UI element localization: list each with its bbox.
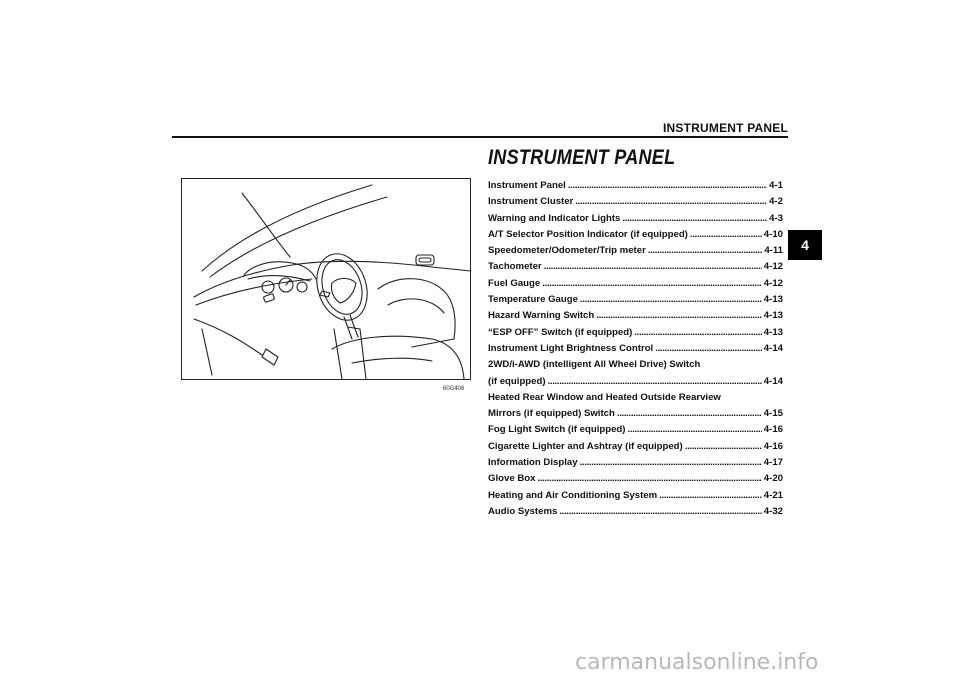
toc-entry[interactable] bbox=[488, 390, 783, 406]
chapter-tab[interactable] bbox=[788, 230, 822, 260]
toc-entry[interactable] bbox=[488, 211, 783, 227]
toc-entry-page: 4-14 bbox=[763, 342, 783, 354]
toc-leader-dots bbox=[648, 243, 763, 259]
toc-entry-label: A/T Selector Position Indicator (if equipped) bbox=[488, 228, 688, 240]
toc-entry-page: 4-12 bbox=[763, 277, 783, 289]
toc-entry-label: Heated Rear Window and Heated Outside Rearview bbox=[488, 391, 721, 403]
toc-entry-label: (if equipped) bbox=[488, 375, 546, 387]
toc-entry-label: Hazard Warning Switch bbox=[488, 310, 595, 322]
header-rule bbox=[172, 136, 788, 138]
toc-entry[interactable] bbox=[488, 308, 783, 324]
toc-entry[interactable] bbox=[488, 504, 783, 520]
toc-entry[interactable] bbox=[488, 357, 783, 373]
toc-entry-page: 4-32 bbox=[763, 505, 783, 517]
toc-entry-label: Mirrors (if equipped) Switch bbox=[488, 408, 615, 420]
toc-entry-label: Glove Box bbox=[488, 473, 536, 485]
toc-entry-page: 4-17 bbox=[763, 457, 783, 469]
toc-leader-dots bbox=[559, 504, 761, 520]
toc-entry-page: 4-1 bbox=[769, 180, 783, 191]
toc-entry[interactable] bbox=[488, 406, 783, 422]
toc-leader-dots bbox=[580, 455, 762, 471]
toc-entry-label: Audio Systems bbox=[488, 505, 558, 517]
toc-leader-dots bbox=[542, 276, 762, 292]
toc-leader-dots bbox=[685, 439, 762, 455]
chapter-number: 4 bbox=[801, 237, 809, 253]
toc-entry-label: Information Display bbox=[488, 457, 578, 469]
toc-leader-dots bbox=[596, 308, 762, 324]
toc-entry-label: Instrument Panel bbox=[488, 180, 566, 191]
toc-leader-dots bbox=[617, 406, 762, 422]
toc-leader-dots bbox=[622, 211, 767, 227]
toc-entry-page: 4-16 bbox=[763, 440, 783, 452]
toc-entry[interactable] bbox=[488, 292, 783, 308]
toc-entry[interactable] bbox=[488, 325, 783, 341]
toc-entry[interactable] bbox=[488, 178, 783, 194]
toc-leader-dots bbox=[544, 259, 762, 275]
toc-entry-label: Tachometer bbox=[488, 261, 542, 273]
toc-entry[interactable] bbox=[488, 194, 783, 210]
toc-entry[interactable] bbox=[488, 422, 783, 438]
toc-entry-label: Warning and Indicator Lights bbox=[488, 212, 621, 224]
toc-leader-dots bbox=[634, 325, 762, 341]
toc-leader-dots bbox=[580, 292, 762, 308]
toc-entry-label: Speedometer/Odometer/Trip meter bbox=[488, 245, 646, 257]
toc-entry-page: 4-16 bbox=[763, 424, 783, 436]
toc-entry-label: Temperature Gauge bbox=[488, 294, 578, 306]
dashboard-illustration-icon bbox=[182, 179, 472, 381]
table-of-contents bbox=[488, 178, 783, 520]
toc-entry-page: 4-20 bbox=[763, 473, 783, 485]
toc-entry-page: 4-12 bbox=[763, 261, 783, 273]
dashboard-figure bbox=[181, 178, 471, 380]
watermark: carmanualsonline.info bbox=[575, 650, 819, 675]
toc-entry[interactable] bbox=[488, 455, 783, 471]
toc-leader-dots bbox=[548, 374, 762, 390]
figure-code: 60G406 bbox=[443, 386, 465, 392]
toc-entry-label: Cigarette Lighter and Ashtray (if equipped) bbox=[488, 440, 683, 452]
toc-entry-page: 4-14 bbox=[763, 375, 783, 387]
toc-entry[interactable] bbox=[488, 276, 783, 292]
toc-entry-page: 4-13 bbox=[763, 310, 783, 322]
toc-entry[interactable] bbox=[488, 374, 783, 390]
toc-entry-page: 4-13 bbox=[763, 326, 783, 338]
toc-entry[interactable] bbox=[488, 439, 783, 455]
toc-leader-dots bbox=[575, 194, 767, 210]
toc-entry[interactable] bbox=[488, 341, 783, 357]
toc-entry-page: 4-15 bbox=[763, 408, 783, 420]
toc-entry-label: Heating and Air Conditioning System bbox=[488, 489, 658, 501]
toc-entry-label: Instrument Light Brightness Control bbox=[488, 342, 654, 354]
toc-entry-page: 4-11 bbox=[764, 245, 783, 257]
toc-entry-label: Instrument Cluster bbox=[488, 196, 574, 208]
toc-entry-page: 4-13 bbox=[763, 294, 783, 306]
section-title: INSTRUMENT PANEL bbox=[488, 146, 676, 169]
running-header: INSTRUMENT PANEL bbox=[663, 121, 788, 135]
toc-leader-dots bbox=[568, 178, 767, 194]
toc-entry[interactable] bbox=[488, 259, 783, 275]
toc-entry[interactable] bbox=[488, 471, 783, 487]
toc-leader-dots bbox=[655, 341, 762, 357]
toc-entry-label: “ESP OFF” Switch (if equipped) bbox=[488, 326, 633, 338]
toc-entry-page: 4-21 bbox=[763, 489, 783, 501]
toc-entry-label: Fog Light Switch (if equipped) bbox=[488, 424, 626, 436]
toc-entry-label: 2WD/i-AWD (intelligent All Wheel Drive) Switch bbox=[488, 359, 701, 371]
toc-entry-page: 4-3 bbox=[769, 212, 783, 224]
toc-leader-dots bbox=[537, 471, 761, 487]
toc-leader-dots bbox=[690, 227, 762, 243]
toc-leader-dots bbox=[628, 422, 762, 438]
toc-entry-page: 4-2 bbox=[769, 196, 783, 208]
toc-entry-page: 4-10 bbox=[763, 228, 783, 240]
toc-leader-dots bbox=[659, 488, 762, 504]
toc-entry[interactable] bbox=[488, 243, 783, 259]
toc-entry[interactable] bbox=[488, 227, 783, 243]
toc-entry-label: Fuel Gauge bbox=[488, 277, 541, 289]
toc-entry[interactable] bbox=[488, 488, 783, 504]
